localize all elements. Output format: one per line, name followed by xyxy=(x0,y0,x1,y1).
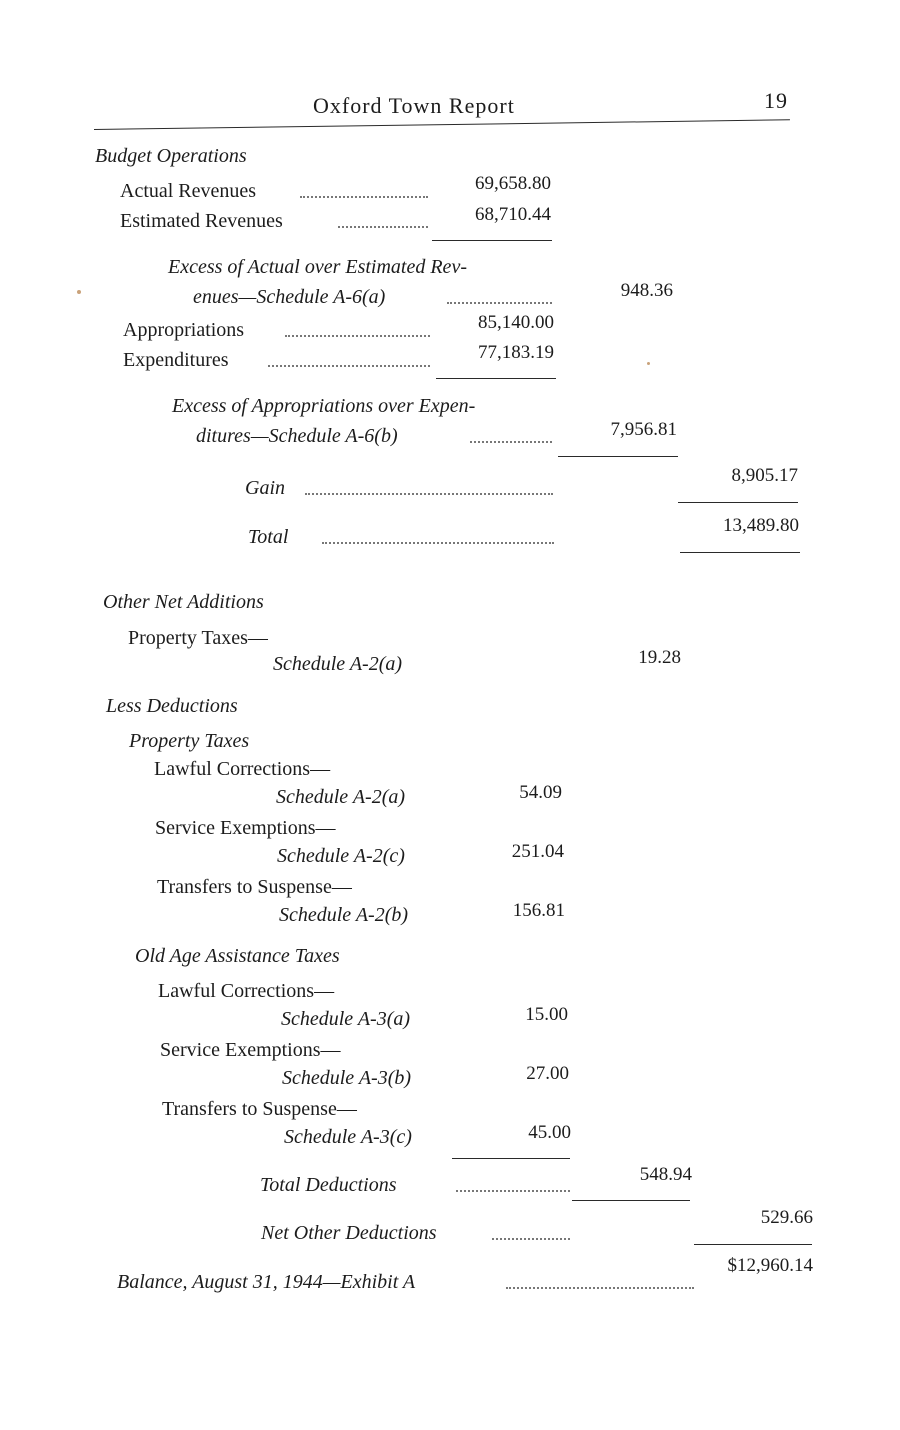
oa-service-exemptions-label: Service Exemptions— xyxy=(160,1039,341,1061)
property-taxes-label: Property Taxes— xyxy=(128,627,268,649)
subtotal-rule xyxy=(436,378,556,379)
estimated-revenues-label: Estimated Revenues xyxy=(120,210,283,232)
property-taxes-value: 19.28 xyxy=(638,647,681,668)
balance-label: Balance, August 31, 1944—Exhibit A xyxy=(117,1271,416,1293)
pt-transfers-schedule: Schedule A-2(b) xyxy=(279,904,409,926)
subheading-old-age: Old Age Assistance Taxes xyxy=(135,945,340,967)
subtotal-rule xyxy=(558,456,678,457)
gain-label: Gain xyxy=(245,477,285,499)
property-taxes-schedule: Schedule A-2(a) xyxy=(273,653,403,675)
total-deductions-value: 548.94 xyxy=(639,1164,692,1185)
scan-speck xyxy=(77,290,81,294)
leader-dots xyxy=(268,365,430,367)
leader-dots xyxy=(470,441,552,443)
net-other-deductions-value: 529.66 xyxy=(760,1207,813,1228)
expenditures-label: Expenditures xyxy=(123,349,229,371)
leader-dots xyxy=(492,1238,570,1240)
leader-dots xyxy=(506,1287,694,1289)
excess-revenues-label-2: enues—Schedule A-6(a) xyxy=(193,286,386,308)
page-number: 19 xyxy=(764,88,788,113)
oa-transfers-schedule: Schedule A-3(c) xyxy=(284,1126,412,1148)
leader-dots xyxy=(322,542,554,544)
pt-lawful-corrections-schedule: Schedule A-2(a) xyxy=(276,786,406,808)
total-deductions-label: Total Deductions xyxy=(260,1174,397,1196)
excess-revenues-label-1: Excess of Actual over Estimated Rev- xyxy=(168,256,467,278)
page-title: Oxford Town Report xyxy=(313,93,515,118)
expenditures-value: 77,183.19 xyxy=(478,342,554,363)
estimated-revenues-value: 68,710.44 xyxy=(475,204,551,225)
oa-lawful-corrections-schedule: Schedule A-3(a) xyxy=(281,1008,411,1030)
scan-speck xyxy=(647,362,650,365)
oa-service-exemptions-schedule: Schedule A-3(b) xyxy=(282,1067,412,1089)
leader-dots xyxy=(338,226,428,228)
oa-transfers-value: 45.00 xyxy=(528,1122,571,1143)
section-heading-deductions: Less Deductions xyxy=(106,695,238,717)
net-other-deductions-label: Net Other Deductions xyxy=(261,1222,437,1244)
pt-service-exemptions-value: 251.04 xyxy=(511,841,564,862)
total-value: 13,489.80 xyxy=(723,515,799,536)
section-heading-other-additions: Other Net Additions xyxy=(103,591,264,613)
excess-appropriations-value: 7,956.81 xyxy=(610,419,677,440)
excess-appropriations-label-2: ditures—Schedule A-6(b) xyxy=(196,425,398,447)
actual-revenues-value: 69,658.80 xyxy=(475,173,551,194)
pt-lawful-corrections-label: Lawful Corrections— xyxy=(154,758,331,780)
leader-dots xyxy=(285,335,430,337)
total-label: Total xyxy=(248,526,289,548)
section-heading-budget: Budget Operations xyxy=(95,145,247,167)
oa-service-exemptions-value: 27.00 xyxy=(526,1063,569,1084)
excess-appropriations-label-1: Excess of Appropriations over Expen- xyxy=(172,395,476,417)
excess-revenues-value: 948.36 xyxy=(620,280,673,301)
oa-transfers-label: Transfers to Suspense— xyxy=(162,1098,357,1120)
subtotal-rule xyxy=(452,1158,570,1159)
subheading-property-taxes: Property Taxes xyxy=(129,730,250,752)
pt-transfers-value: 156.81 xyxy=(512,900,565,921)
actual-revenues-label: Actual Revenues xyxy=(120,180,257,202)
pt-transfers-label: Transfers to Suspense— xyxy=(157,876,352,898)
pt-service-exemptions-label: Service Exemptions— xyxy=(155,817,336,839)
subtotal-rule xyxy=(572,1200,690,1201)
oa-lawful-corrections-value: 15.00 xyxy=(525,1004,568,1025)
subtotal-rule xyxy=(680,552,800,553)
pt-lawful-corrections-value: 54.09 xyxy=(519,782,562,803)
header-rule xyxy=(94,119,790,130)
subtotal-rule xyxy=(432,240,552,241)
leader-dots xyxy=(456,1190,570,1192)
leader-dots xyxy=(300,196,428,198)
pt-service-exemptions-schedule: Schedule A-2(c) xyxy=(277,845,405,867)
balance-value: $12,960.14 xyxy=(727,1255,813,1276)
gain-value: 8,905.17 xyxy=(731,465,798,486)
appropriations-label: Appropriations xyxy=(123,319,245,341)
leader-dots xyxy=(447,302,552,304)
leader-dots xyxy=(305,493,553,495)
oa-lawful-corrections-label: Lawful Corrections— xyxy=(158,980,335,1002)
subtotal-rule xyxy=(678,502,798,503)
appropriations-value: 85,140.00 xyxy=(478,312,554,333)
subtotal-rule xyxy=(694,1244,812,1245)
